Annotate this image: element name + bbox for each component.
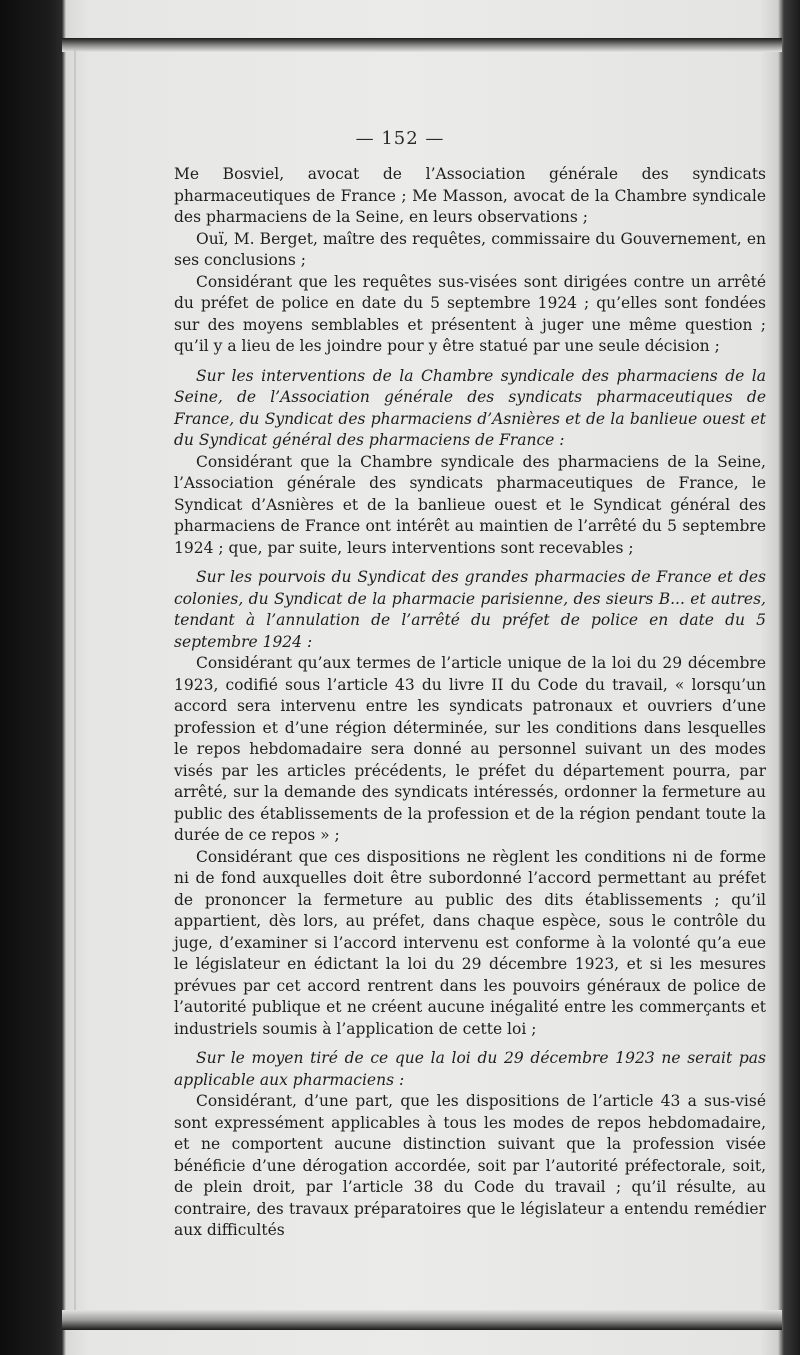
section-heading: Sur les interventions de la Chambre syndicale des pharmaciens de la Seine, de l’Association générale des syndicats pharmaceutiques de France, du Syndicat des pharmaciens d’Asnières et de la banlieue ouest et du Syndicat général des pharmaciens de France : [174,366,766,449]
page-top-edge [62,38,782,52]
paragraph: Ouï, M. Berget, maître des requêtes, commissaire du Gouvernement, en ses conclusions ; [174,229,766,269]
section-heading: Sur les pourvois du Syndicat des grandes pharmacies de France et des colonies, du Syndicat de la pharmacie parisienne, des sieurs B... et autres, tendant à l’annulation de l’arrêté du préfet de police en date du 5 septembre 1924 : [174,568,766,651]
text-block [174,164,766,1242]
paragraph: Considérant qu’aux termes de l’article unique de la loi du 29 décembre 1923, codifié sous l’article 43 du livre II du Code du travail, « lorsqu’un accord sera intervenu entre les syndicats patronaux et ouvriers d’une profession et d’une région déterminée, sur les conditions dans lesquelles le repos hebdomadaire sera donné au personnel suivant un des modes visés par les articles précédents, le préfet du département pourra, par arrêté, sur la demande des syndicats intéressés, ordonner la fermeture au public des établissements de la profession et de la région pendant toute la durée de ce repos » ; [174,654,766,844]
paragraph: Considérant, d’une part, que les dispositions de l’article 43 a sus-visé sont expressément applicables à tous les modes de repos hebdomadaire, et ne comportent aucune distinction suivant que la profession visée bénéficie d’une dérogation accordée, soit par l’autorité préfectorale, soit, de plein droit, par l’article 38 du Code du travail ; qu’il résulte, au contraire, des travaux préparatoires que le législateur a entendu remédier aux difficultés [174,1092,766,1239]
paragraph: Considérant que les requêtes sus-visées sont dirigées contre un arrêté du préfet de police en date du 5 septembre 1924 ; qu’elles sont fondées sur des moyens semblables et présentent à juger une même question ; qu’il y a lieu de les joindre pour y être statué par une seule décision ; [174,272,766,355]
page-number: — 152 — [355,128,445,149]
section-heading: Sur le moyen tiré de ce que la loi du 29 décembre 1923 ne serait pas applicable aux pharmaciens : [174,1049,766,1089]
binding-shadow [74,50,76,1310]
paragraph: Considérant que ces dispositions ne règlent les conditions ni de forme ni de fond auxquelles doit être subordonné l’accord permettant au préfet de prononcer la fermeture au public des dits établissements ; qu’il appartient, dès lors, au préfet, dans chaque espèce, sous le contrôle du juge, d’examiner si l’accord intervenu est conforme à la volonté qu’a eue le législateur en édictant la loi du 29 décembre 1923, et si les mesures prévues par cet accord rentrent dans les pouvoirs généraux de police de l’autorité publique et ne créent aucune inégalité entre les commerçants et industriels soumis à l’application de cette loi ; [174,847,766,1038]
paragraph: Considérant que la Chambre syndicale des pharmaciens de la Seine, l’Association générale des syndicats pharmaceutiques de France, le Syndicat d’Asnières et de la banlieue ouest et le Syndicat général des pharmaciens de France ont intérêt au maintien de l’arrêté du 5 septembre 1924 ; que, par suite, leurs interventions sont recevables ; [174,452,766,557]
page-bottom-edge [62,1310,782,1330]
paragraph: Me Bosviel, avocat de l’Association générale des syndicats pharmaceutiques de France ; Me Masson, avocat de la Chambre syndicale des pharmaciens de la Seine, en leurs observations ; [174,165,766,226]
